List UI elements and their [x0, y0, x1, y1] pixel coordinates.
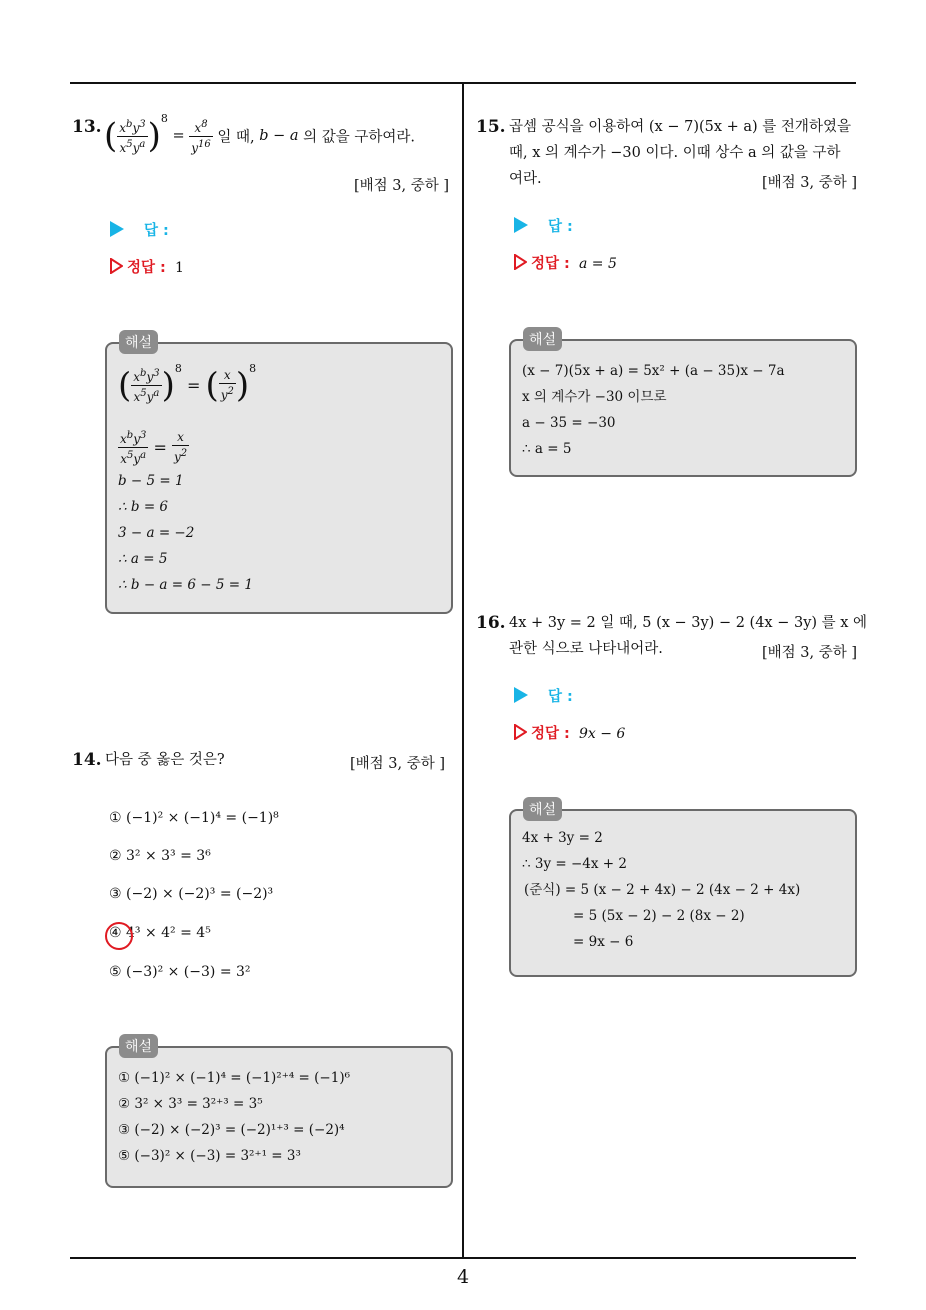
q13-answer-row [110, 219, 169, 240]
q14-option-5[interactable]: ⑤ (−3)² × (−3) = 3² [109, 964, 251, 980]
q16-answer-row [514, 685, 573, 706]
q13-correct-row [110, 256, 184, 277]
q15-correct-value: a = 5 [578, 256, 617, 272]
q16-question-line: 관한 식으로 나타내어라. [509, 641, 663, 657]
question-number-15: 15. [476, 117, 506, 137]
q13-equation: ( $\frac{x^by^3}{x^5y^a}$ )$^8$ = $\frac{x^8}{y^{16}}$ 일 때, b − a 의 값을 구하여라. [104, 112, 416, 156]
q14-solution-line: ③ (−2) × (−2)³ = (−2)¹⁺³ = (−2)⁴ [118, 1122, 345, 1138]
answer-triangle-icon [514, 687, 528, 703]
q15-explanation-tag: 해설 [523, 327, 562, 351]
q13-solution-line: b − 5 = 1 [118, 473, 184, 489]
q13-expr: b − a [259, 128, 299, 144]
q16-correct-label: 정답 : [531, 726, 570, 742]
q15-question-line: 때, x 의 계수가 −30 이다. 이때 상수 a 의 값을 구하 [509, 145, 841, 161]
correct-triangle-icon [110, 258, 123, 274]
q16-solution-line: 4x + 3y = 2 [522, 830, 603, 846]
q15-correct-label: 정답 : [531, 256, 570, 272]
q13-text-mid: 일 때, [217, 129, 255, 146]
q15-solution-line: x 의 계수가 −30 이므로 [522, 389, 667, 405]
q13-solution-line: ∴ b = 6 [118, 499, 169, 515]
q13-answer-label: 답 : [144, 223, 169, 239]
q16-solution-line: ∴ 3y = −4x + 2 [522, 856, 627, 872]
q15-correct-row [514, 252, 617, 273]
question-number-13: 13. [72, 117, 102, 137]
q16-solution-line: = 5 (5x − 2) − 2 (8x − 2) [573, 908, 745, 924]
q14-explanation-tag: 해설 [119, 1034, 158, 1058]
q13-points: [배점 3, 중하 ] [354, 178, 450, 194]
q13-sol-eq2: $\frac{x^by^3}{x^5y^a}$ = $\frac{x}{y^2}$ [120, 430, 188, 466]
q13-explanation-tag: 해설 [119, 330, 158, 354]
q14-solution-line: ⑤ (−3)² × (−3) = 3²⁺¹ = 3³ [118, 1148, 301, 1164]
q13-correct-label: 정답 : [127, 260, 166, 276]
bottom-rule [70, 1257, 856, 1259]
q16-solution-line: (준식) = 5 (x − 2 + 4x) − 2 (4x − 2 + 4x) [524, 882, 801, 898]
correct-triangle-icon [514, 724, 527, 740]
q16-points: [배점 3, 중하 ] [762, 645, 858, 661]
q13-text-end: 의 값을 구하여라. [303, 129, 416, 146]
q14-solution-line: ② 3² × 3³ = 3²⁺³ = 3⁵ [118, 1096, 263, 1112]
q13-solution-line: 3 − a = −2 [118, 525, 195, 541]
q14-points: [배점 3, 중하 ] [350, 756, 446, 772]
q14-solution-line: ① (−1)² × (−1)⁴ = (−1)²⁺⁴ = (−1)⁶ [118, 1070, 350, 1086]
question-number-14: 14. [72, 750, 102, 770]
correct-triangle-icon [514, 254, 527, 270]
q15-points: [배점 3, 중하 ] [762, 175, 858, 191]
question-number-16: 16. [476, 613, 506, 633]
q15-solution-line: (x − 7)(5x + a) = 5x² + (a − 35)x − 7a [522, 363, 785, 379]
q16-correct-value: 9x − 6 [578, 726, 626, 742]
q15-solution-line: a − 35 = −30 [522, 415, 616, 431]
page-number: 4 [456, 1266, 470, 1288]
q16-explanation-tag: 해설 [523, 797, 562, 821]
q15-answer-label: 답 : [548, 219, 573, 235]
q14-option-4[interactable]: ④ 4³ × 4² = 4⁵ [109, 925, 211, 941]
answer-triangle-icon [110, 221, 124, 237]
q14-question-text: 다음 중 옳은 것은? [105, 752, 225, 768]
q15-question-line: 곱셈 공식을 이용하여 (x − 7)(5x + a) 를 전개하였을 [509, 119, 851, 135]
q15-solution-line: ∴ a = 5 [522, 441, 572, 457]
column-divider [462, 84, 464, 1259]
q14-option-1[interactable]: ① (−1)² × (−1)⁴ = (−1)⁸ [109, 810, 279, 826]
q13-solution-line: ∴ b − a = 6 − 5 = 1 [118, 577, 253, 593]
q16-correct-row [514, 722, 625, 743]
q16-solution-line: = 9x − 6 [573, 934, 634, 950]
q13-sol-eq1: ( $\frac{x^by^3}{x^5y^a}$ )$^8$ = ( $\frac{x}{y^2}$ )$^8$ [118, 362, 257, 406]
q16-answer-label: 답 : [548, 689, 573, 705]
q15-answer-row [514, 215, 573, 236]
q16-question-line: 4x + 3y = 2 일 때, 5 (x − 3y) − 2 (4x − 3y) 를 x 에 [509, 615, 868, 631]
answer-triangle-icon [514, 217, 528, 233]
selected-answer-circle [105, 922, 133, 950]
q14-option-3[interactable]: ③ (−2) × (−2)³ = (−2)³ [109, 886, 274, 902]
q13-solution-line: ∴ a = 5 [118, 551, 168, 567]
q14-option-2[interactable]: ② 3² × 3³ = 3⁶ [109, 848, 211, 864]
q15-question-line: 여라. [509, 171, 542, 187]
q13-correct-value: 1 [174, 260, 184, 276]
